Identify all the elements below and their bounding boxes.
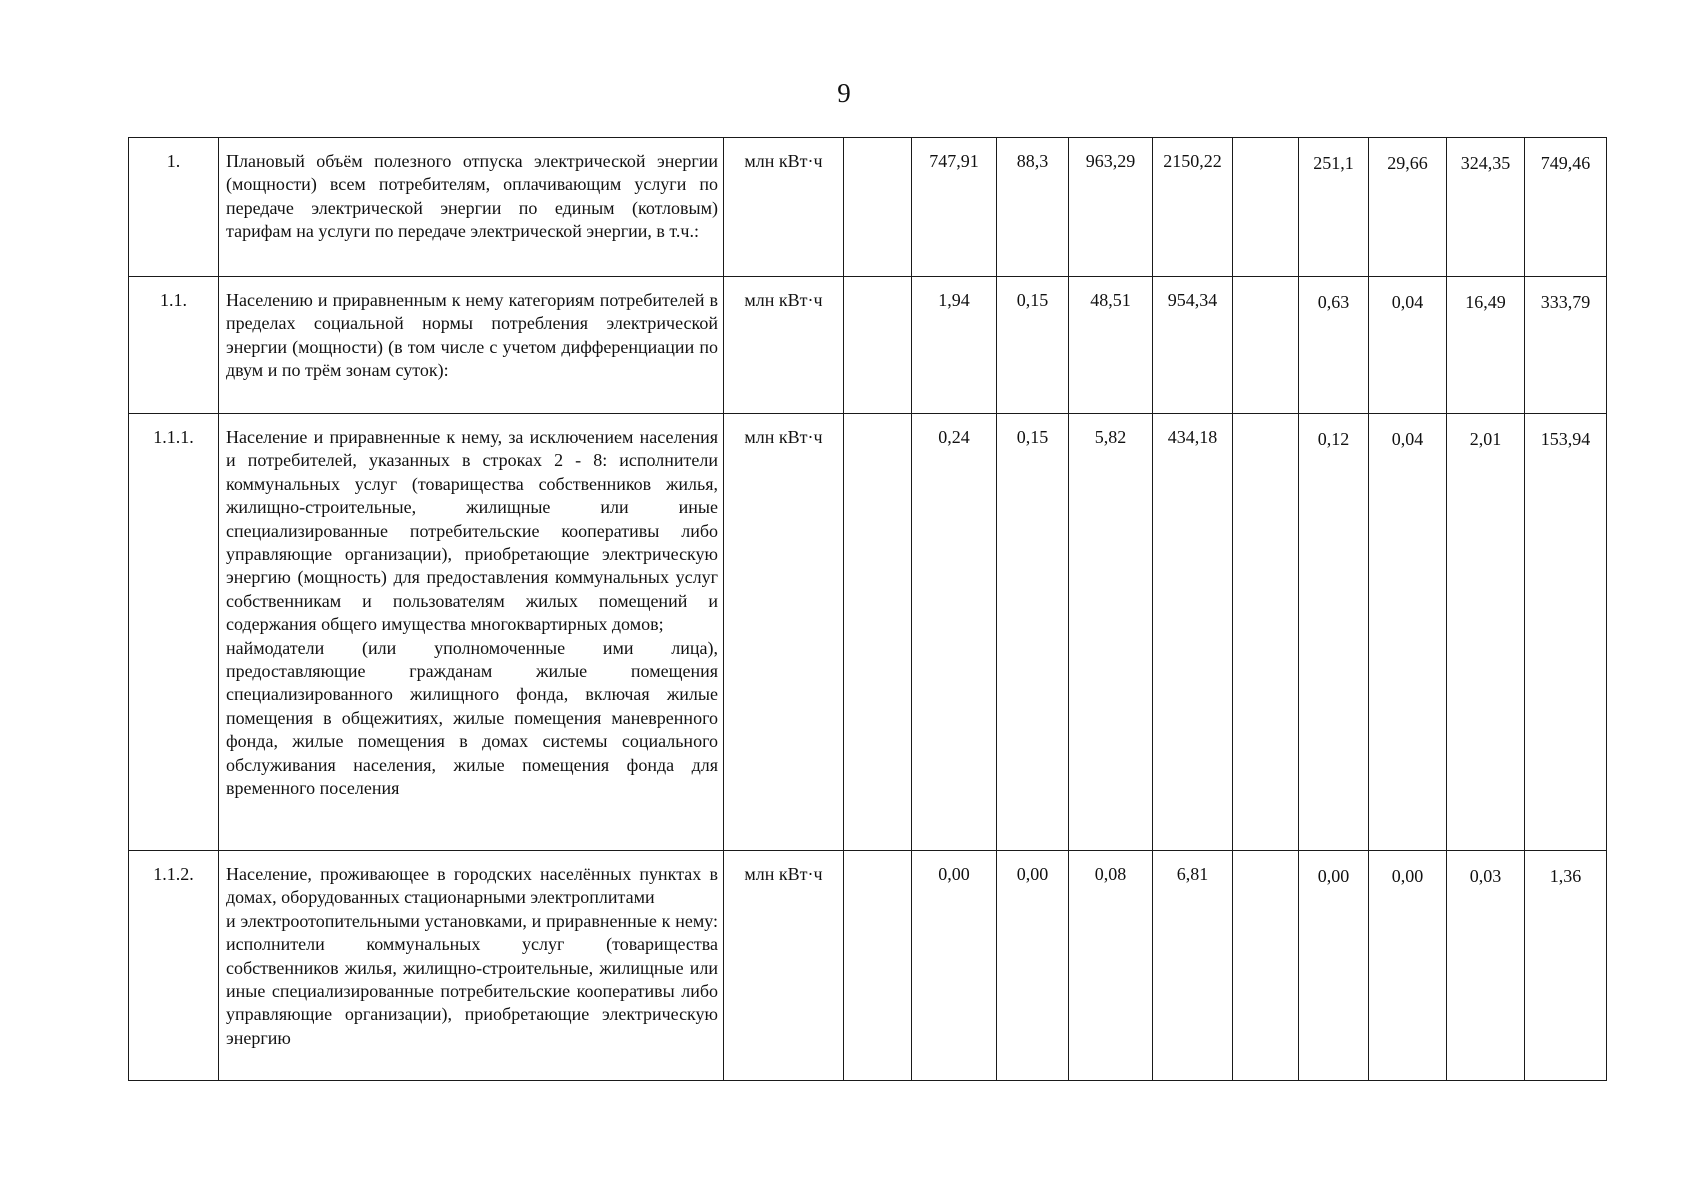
tariff-volume-table	[128, 137, 1607, 1081]
row-unit: млн кВт·ч	[724, 851, 844, 1081]
value-cell: 0,08	[1069, 851, 1153, 1081]
page-number: 9	[837, 78, 851, 108]
value-cell	[1233, 414, 1299, 851]
row-description: Населению и приравненным к нему категориям потребителей в пределах социальной нормы потребления электрической энергии (мощности) (в том числе с учетом дифференциации по двум и по трём зонам суток):	[219, 277, 724, 414]
value-cell: 251,1	[1299, 138, 1369, 277]
row-number: 1.	[129, 138, 219, 277]
row-description: Население и приравненные к нему, за исключением населения и потребителей, указанных в строках 2 - 8: исполнители коммунальных услуг (товарищества собственников жилья, жилищно-строительные, жилищные или иные специализированные потребительские кооперативы либо управляющие организации), приобретающие электрическую энергию (мощность) для предоставления коммунальных услуг собственникам и пользователям жилых помещений и содержания общего имущества многоквартирных домов; наймодатели (или уполномоченные ими лица), предоставляющие гражданам жилые помещения специализированного жилищного фонда, включая жилые помещения в общежитиях, жилые помещения маневренного фонда, жилые помещения в домах системы социального обслуживания населения, жилые помещения фонда для временного поселения	[219, 414, 724, 851]
value-cell: 16,49	[1447, 277, 1525, 414]
value-cell	[1233, 851, 1299, 1081]
value-cell: 48,51	[1069, 277, 1153, 414]
value-cell: 954,34	[1153, 277, 1233, 414]
value-cell: 333,79	[1525, 277, 1607, 414]
table-row	[129, 414, 1607, 851]
value-cell: 29,66	[1369, 138, 1447, 277]
value-cell	[1233, 277, 1299, 414]
value-cell	[844, 277, 912, 414]
value-cell: 324,35	[1447, 138, 1525, 277]
value-cell: 0,15	[997, 414, 1069, 851]
value-cell	[844, 414, 912, 851]
value-cell: 0,12	[1299, 414, 1369, 851]
value-cell: 0,04	[1369, 277, 1447, 414]
value-cell: 963,29	[1069, 138, 1153, 277]
value-cell: 0,00	[1369, 851, 1447, 1081]
value-cell: 749,46	[1525, 138, 1607, 277]
row-description: Население, проживающее в городских населённых пунктах в домах, оборудованных стационарными электроплитами и электроотопительными установками, и приравненные к нему: исполнители коммунальных услуг (товарищества собственников жилья, жилищно-строительные, жилищные или иные специализированные потребительские кооперативы либо управляющие организации), приобретающие электрическую энергию	[219, 851, 724, 1081]
value-cell	[1233, 138, 1299, 277]
value-cell: 153,94	[1525, 414, 1607, 851]
value-cell: 6,81	[1153, 851, 1233, 1081]
row-unit: млн кВт·ч	[724, 414, 844, 851]
value-cell: 0,63	[1299, 277, 1369, 414]
value-cell: 0,00	[912, 851, 997, 1081]
value-cell: 0,24	[912, 414, 997, 851]
row-unit: млн кВт·ч	[724, 277, 844, 414]
row-description: Плановый объём полезного отпуска электрической энергии (мощности) всем потребителям, оплачивающим услуги по передаче электрической энергии по единым (котловым) тарифам на услуги по передаче электрической энергии, в т.ч.:	[219, 138, 724, 277]
value-cell: 0,00	[1299, 851, 1369, 1081]
value-cell: 1,36	[1525, 851, 1607, 1081]
value-cell: 1,94	[912, 277, 997, 414]
row-number: 1.1.1.	[129, 414, 219, 851]
value-cell: 0,15	[997, 277, 1069, 414]
value-cell: 88,3	[997, 138, 1069, 277]
row-number: 1.1.2.	[129, 851, 219, 1081]
row-unit: млн кВт·ч	[724, 138, 844, 277]
value-cell	[844, 851, 912, 1081]
value-cell: 0,04	[1369, 414, 1447, 851]
value-cell: 434,18	[1153, 414, 1233, 851]
value-cell	[844, 138, 912, 277]
table-row	[129, 851, 1607, 1081]
value-cell: 0,03	[1447, 851, 1525, 1081]
value-cell: 747,91	[912, 138, 997, 277]
table-row	[129, 138, 1607, 277]
value-cell: 0,00	[997, 851, 1069, 1081]
value-cell: 2150,22	[1153, 138, 1233, 277]
value-cell: 2,01	[1447, 414, 1525, 851]
table-row	[129, 277, 1607, 414]
value-cell: 5,82	[1069, 414, 1153, 851]
row-number: 1.1.	[129, 277, 219, 414]
